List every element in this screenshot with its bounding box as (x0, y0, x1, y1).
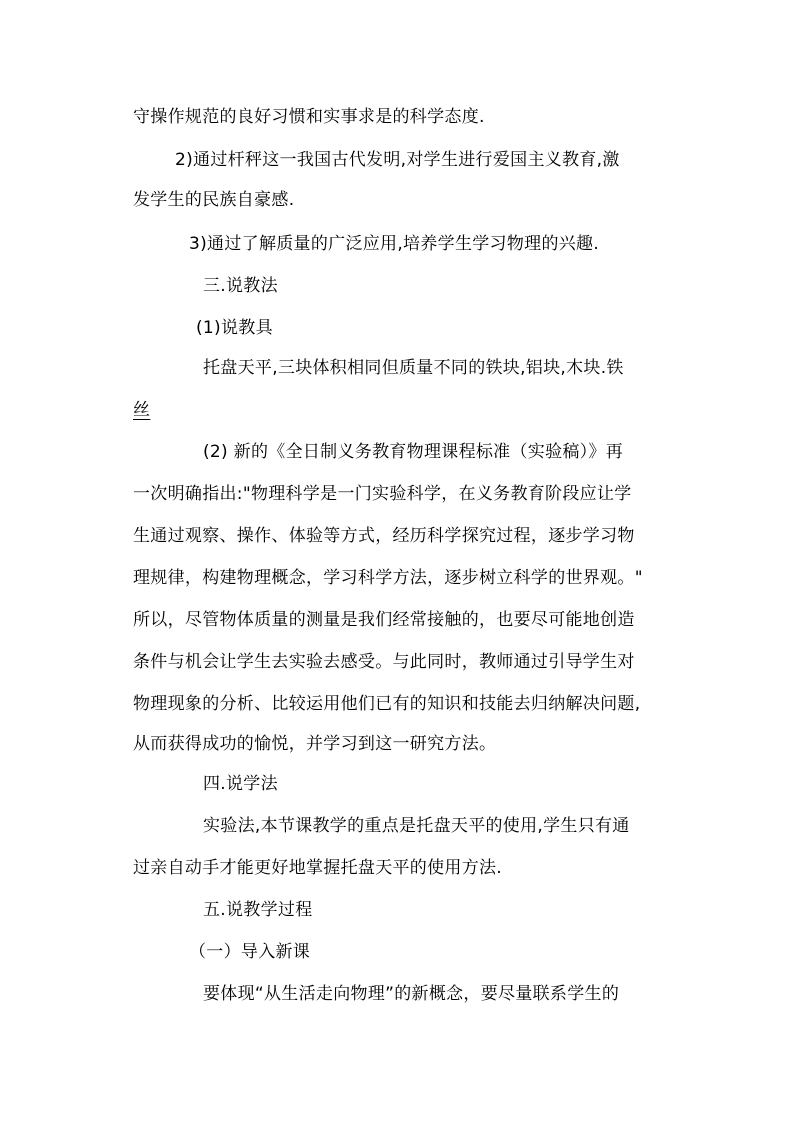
paragraph-line: 要体现“从生活走向物理”的新概念，要尽量联系学生的 (203, 984, 620, 1004)
paragraph-line: 条件与机会让学生去实验去感受。与此同时，教师通过引导学生对 (133, 652, 635, 672)
paragraph-line: 发学生的民族自豪感. (133, 190, 295, 210)
paragraph-line: 物理现象的分析、比较运用他们已有的知识和技能去归纳解决问题, (133, 694, 641, 714)
paragraph-line: 所以，尽管物体质量的测量是我们经常接触的，也要尽可能地创造 (133, 610, 635, 630)
paragraph-line: 从而获得成功的愉悦，并学习到这一研究方法。 (133, 734, 497, 754)
paragraph-line: 实验法,本节课教学的重点是托盘天平的使用,学生只有通 (203, 816, 630, 836)
paragraph-line: 3)通过了解质量的广泛应用,培养学生学习物理的兴趣. (189, 234, 600, 254)
paragraph-line: 过亲自动手才能更好地掌握托盘天平的使用方法. (133, 858, 503, 878)
section-heading: 四.说学法 (203, 774, 278, 794)
section-heading: 三.说教法 (203, 276, 278, 296)
subsection-heading: (1)说教具 (196, 318, 273, 338)
paragraph-line: 守操作规范的良好习惯和实事求是的科学态度. (133, 107, 485, 127)
paragraph-line: 2)通过杆秤这一我国古代发明,对学生进行爱国主义教育,激 (175, 150, 620, 170)
paragraph-line: 托盘天平,三块体积相同但质量不同的铁块,铝块,木块.铁 (203, 358, 624, 378)
paragraph-line: 生通过观察、操作、体验等方式，经历科学探究过程，逐步学习物 (133, 526, 635, 546)
paragraph-line: 理规律，构建物理概念，学习科学方法，逐步树立科学的世界观。" (133, 568, 643, 588)
subsection-heading: （一）导入新课 (189, 942, 311, 962)
paragraph-line: 丝 (133, 400, 151, 420)
paragraph-line: 一次明确指出:"物理科学是一门实验科学，在义务教育阶段应让学 (133, 484, 632, 504)
paragraph-line: (2) 新的《全日制义务教育物理课程标准（实验稿）》再 (203, 442, 624, 462)
section-heading: 五.说教学过程 (203, 900, 313, 920)
